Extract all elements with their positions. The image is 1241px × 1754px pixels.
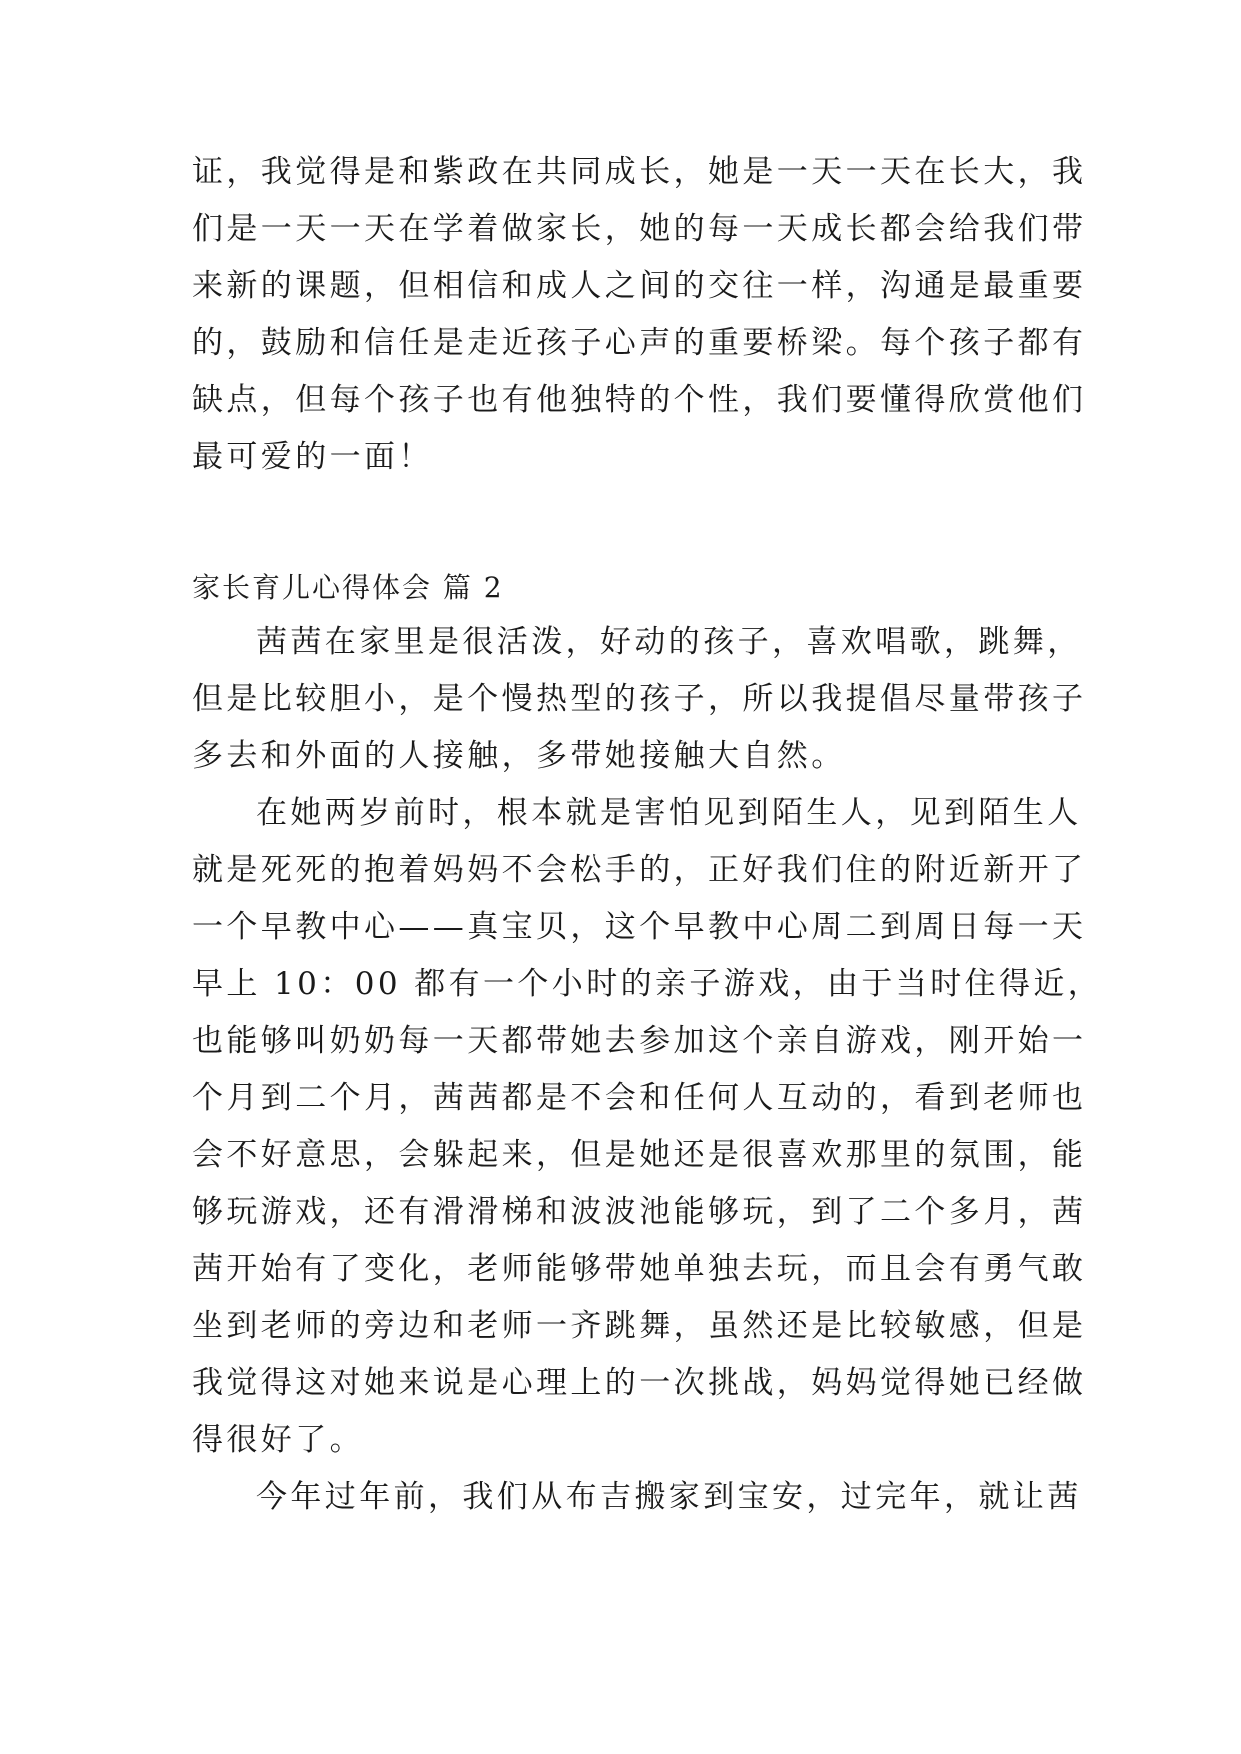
paragraph-line: 会不好意思，会躲起来，但是她还是很喜欢那里的氛围，能 (192, 1137, 1087, 1173)
paragraph-line: 但是比较胆小，是个慢热型的孩子，所以我提倡尽量带孩子 (192, 681, 1087, 717)
paragraph-line: 够玩游戏，还有滑滑梯和波波池能够玩，到了二个多月，茜 (192, 1194, 1087, 1230)
section-heading: 家长育儿心得体会 篇 2 (192, 571, 504, 604)
paragraph-line: 多去和外面的人接触，多带她接触大自然。 (192, 738, 846, 774)
paragraph-line: 最可爱的一面！ (192, 439, 433, 475)
paragraph-line: 就是死死的抱着妈妈不会松手的，正好我们住的附近新开了 (192, 852, 1087, 888)
paragraph-line: 茜茜在家里是很活泼，好动的孩子，喜欢唱歌，跳舞， (256, 624, 1082, 660)
paragraph-line: 我觉得这对她来说是心理上的一次挑战，妈妈觉得她已经做 (192, 1365, 1087, 1401)
paragraph-line: 证，我觉得是和紫政在共同成长，她是一天一天在长大，我 (192, 154, 1087, 190)
paragraph-line: 坐到老师的旁边和老师一齐跳舞，虽然还是比较敏感，但是 (192, 1308, 1087, 1344)
paragraph-line: 们是一天一天在学着做家长，她的每一天成长都会给我们带 (192, 211, 1087, 247)
paragraph-line: 的，鼓励和信任是走近孩子心声的重要桥梁。每个孩子都有 (192, 325, 1087, 361)
paragraph-line: 得很好了。 (192, 1422, 364, 1458)
paragraph-line: 今年过年前，我们从布吉搬家到宝安，过完年，就让茜 (256, 1479, 1082, 1515)
paragraph-line: 在她两岁前时，根本就是害怕见到陌生人，见到陌生人 (256, 795, 1082, 831)
paragraph-line: 缺点，但每个孩子也有他独特的个性，我们要懂得欣赏他们 (192, 382, 1087, 418)
paragraph-line: 个月到二个月，茜茜都是不会和任何人互动的，看到老师也 (192, 1080, 1087, 1116)
paragraph-line: 一个早教中心——真宝贝，这个早教中心周二到周日每一天 (192, 909, 1087, 945)
paragraph-line: 来新的课题，但相信和成人之间的交往一样，沟通是最重要 (192, 268, 1087, 304)
paragraph-line: 也能够叫奶奶每一天都带她去参加这个亲自游戏，刚开始一 (192, 1023, 1087, 1059)
paragraph-line: 茜开始有了变化，老师能够带她单独去玩，而且会有勇气敢 (192, 1251, 1087, 1287)
paragraph-line: 早上 10：00 都有一个小时的亲子游戏，由于当时住得近， (192, 966, 1103, 1002)
